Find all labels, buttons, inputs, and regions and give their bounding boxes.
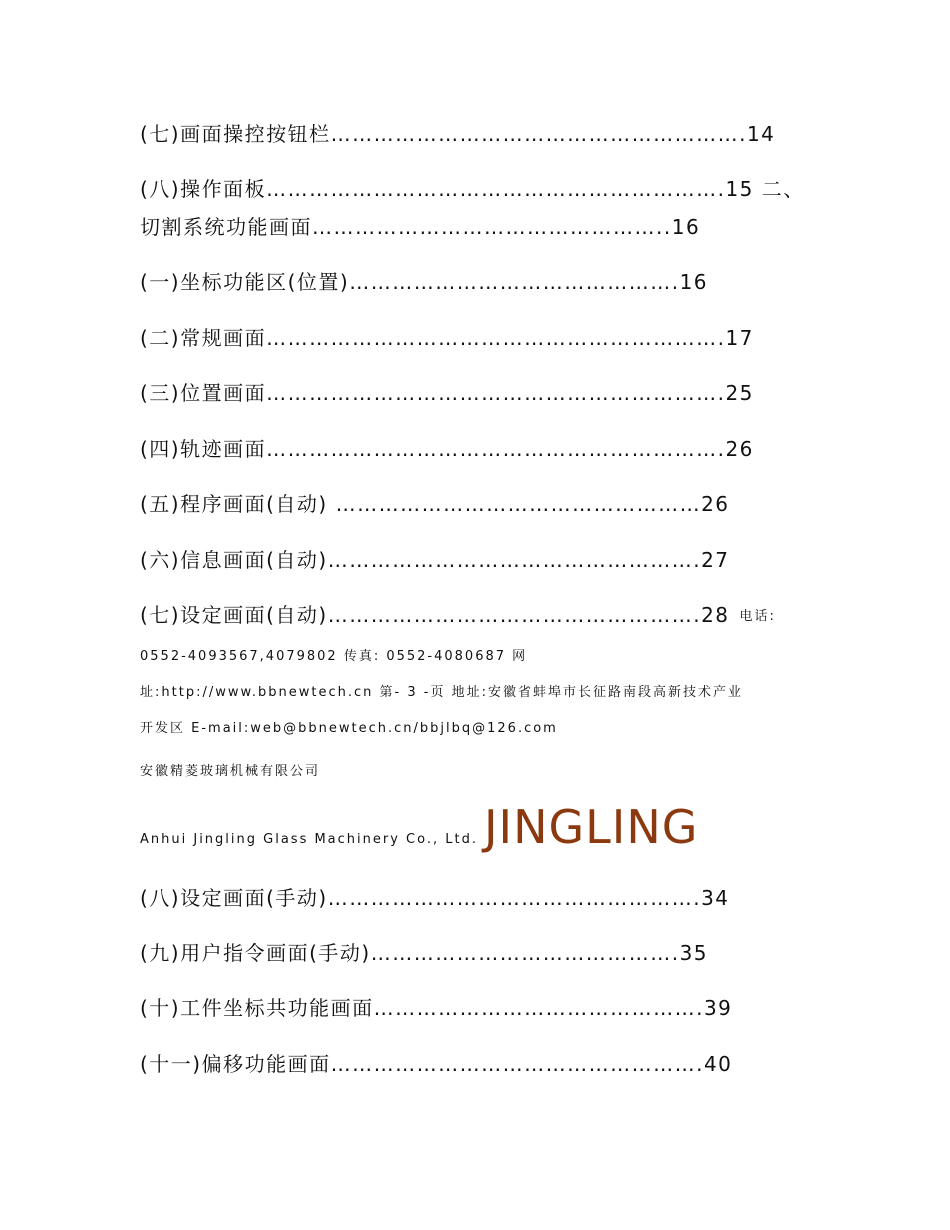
- toc-entry: (十一)偏移功能画面…………………………………………….40: [140, 1052, 733, 1076]
- phone-label: 电话:: [739, 609, 776, 624]
- toc-entry: (一)坐标功能区(位置)……………………………………….16: [140, 270, 709, 294]
- web-address-line: 址:http://www.bbnewtech.cn 第- 3 -页 地址:安徽省蚌埠市长征路南段高新技术产业: [140, 685, 743, 700]
- toc-entry: 切割系统功能画面…………………………………………..16: [140, 215, 701, 239]
- toc-entry: (七)设定画面(自动)…………………………………………….28: [140, 603, 730, 627]
- email-line: 开发区 E-mail:web@bbnewtech.cn/bbjlbq@126.com: [140, 721, 558, 736]
- toc-entry: (二)常规画面……………………………………………………….17: [140, 326, 754, 350]
- company-name-cn: 安徽精菱玻璃机械有限公司: [140, 764, 321, 779]
- phone-fax-line: 0552-4093567,4079802 传真: 0552-4080687 网: [140, 649, 528, 664]
- toc-entry: (三)位置画面……………………………………………………….25: [140, 381, 754, 405]
- toc-entry: (十)工件坐标共功能画面……………………………………….39: [140, 996, 733, 1020]
- company-name-en: Anhui Jingling Glass Machinery Co., Ltd.: [140, 832, 478, 847]
- brand-row: [140, 800, 698, 854]
- toc-entry-with-phone: [140, 601, 776, 631]
- jingling-logo: JINGLING: [483, 800, 699, 854]
- toc-entry: (八)设定画面(手动)…………………………………………….34: [140, 886, 730, 910]
- toc-entry: (四)轨迹画面……………………………………………………….26: [140, 437, 754, 461]
- toc-entry: (五)程序画面(自动) ……………………………………………26: [140, 492, 730, 516]
- toc-entry: (八)操作面板……………………………………………………….15 二、: [140, 177, 805, 201]
- toc-entry: (六)信息画面(自动)…………………………………………….27: [140, 548, 730, 572]
- toc-entry: (九)用户指令画面(手动)…………………………………….35: [140, 941, 709, 965]
- toc-entry: (七)画面操控按钮栏………………………………………………….14: [140, 122, 776, 146]
